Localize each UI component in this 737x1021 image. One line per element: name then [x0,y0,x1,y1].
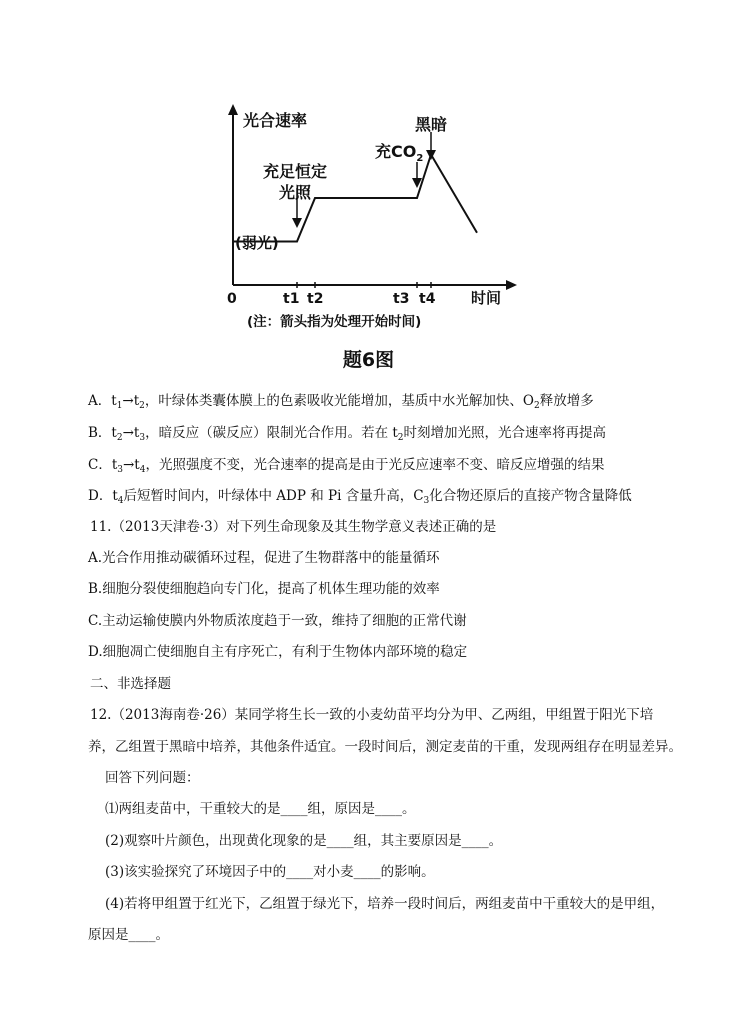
photosynthesis-rate-figure [195,100,535,340]
x-axis-arrow [506,280,517,290]
q12-sub3: (3)该实验探究了环境因子中的____对小麦____的影响。 [105,864,435,880]
origin-label: 0 [227,291,237,307]
tick-label-t3: t3 [393,291,410,307]
co2-label: 充$CO_2$ [375,142,424,164]
q12-sub1: ⑴两组麦苗中，干重较大的是____组，原因是____。 [105,801,416,817]
q11-option-d: D.细胞凋亡使细胞自主有序死亡，有利于生物体内部环境的稳定 [88,644,468,660]
x-axis-label: 时间 [471,289,502,307]
light-label-line2: 光照 [279,183,312,202]
dark-label: 黑暗 [415,115,448,134]
q11-stem: 11.（2013天津卷·3）对下列生命现象及其生物学意义表述正确的是 [90,519,497,535]
q12-sub2: (2)观察叶片颜色，出现黄化现象的是____组，其主要原因是____。 [105,833,503,849]
q12-sub4-line1: (4)若将甲组置于红光下，乙组置于绿光下，培养一段时间后，两组麦苗中干重较大的是甲组， [105,896,665,912]
light-arrow-icon [292,218,302,228]
photosynthesis-rate-chart [195,100,535,340]
y-axis-arrow [228,104,238,115]
q11-option-a: A.光合作用推动碳循环过程，促进了生物群落中的能量循环 [88,550,440,566]
tick-label-t1: t1 [283,291,300,307]
q12-stem-line1: 12.（2013海南卷·26）某同学将生长一致的小麦幼苗平均分为甲、乙两组，甲组置于阳光下培 [90,707,654,723]
q10-option-a: A．$t_1\to t_2$，叶绿体类囊体膜上的色素吸收光能增加，基质中水光解加快、$O_2$释放增多 [88,393,594,411]
q12-sub4-line2: 原因是____。 [88,927,169,943]
weak-light-label: (弱光) [235,234,279,252]
q12-stem-line3: 回答下列问题： [105,770,200,786]
q10-option-d: D．$t_4$后短暂时间内，叶绿体中 ADP 和 Pi 含量升高，$C_3$化合物还原后的直接产物含量降低 [88,488,632,506]
q12-stem-line2: 养，乙组置于黑暗中培养，其他条件适宜。一段时间后，测定麦苗的干重，发现两组存在明显差异。 [88,739,682,755]
figure-note: (注：箭头指为处理开始时间) [247,314,422,330]
q11-option-c: C.主动运输使膜内外物质浓度趋于一致，维持了细胞的正常代谢 [88,613,467,629]
figure-caption: 题6图 [342,349,395,371]
section-title: 二、非选择题 [90,676,171,692]
y-axis-label: 光合速率 [243,111,308,130]
q10-option-c: C．$t_3\to t_4$，光照强度不变，光合速率的提高是由于光反应速率不变、暗反应增强的结果 [88,457,605,475]
q10-option-b: B．$t_2\to t_3$，暗反应（碳反应）限制光合作用。若在 $t_2$时刻增加光照，光合速率将再提高 [88,425,607,443]
tick-label-t4: t4 [419,291,436,307]
tick-label-t2: t2 [307,291,324,307]
light-label-line1: 充足恒定 [263,162,328,181]
q11-option-b: B.细胞分裂使细胞趋向专门化，提高了机体生理功能的效率 [88,581,440,597]
